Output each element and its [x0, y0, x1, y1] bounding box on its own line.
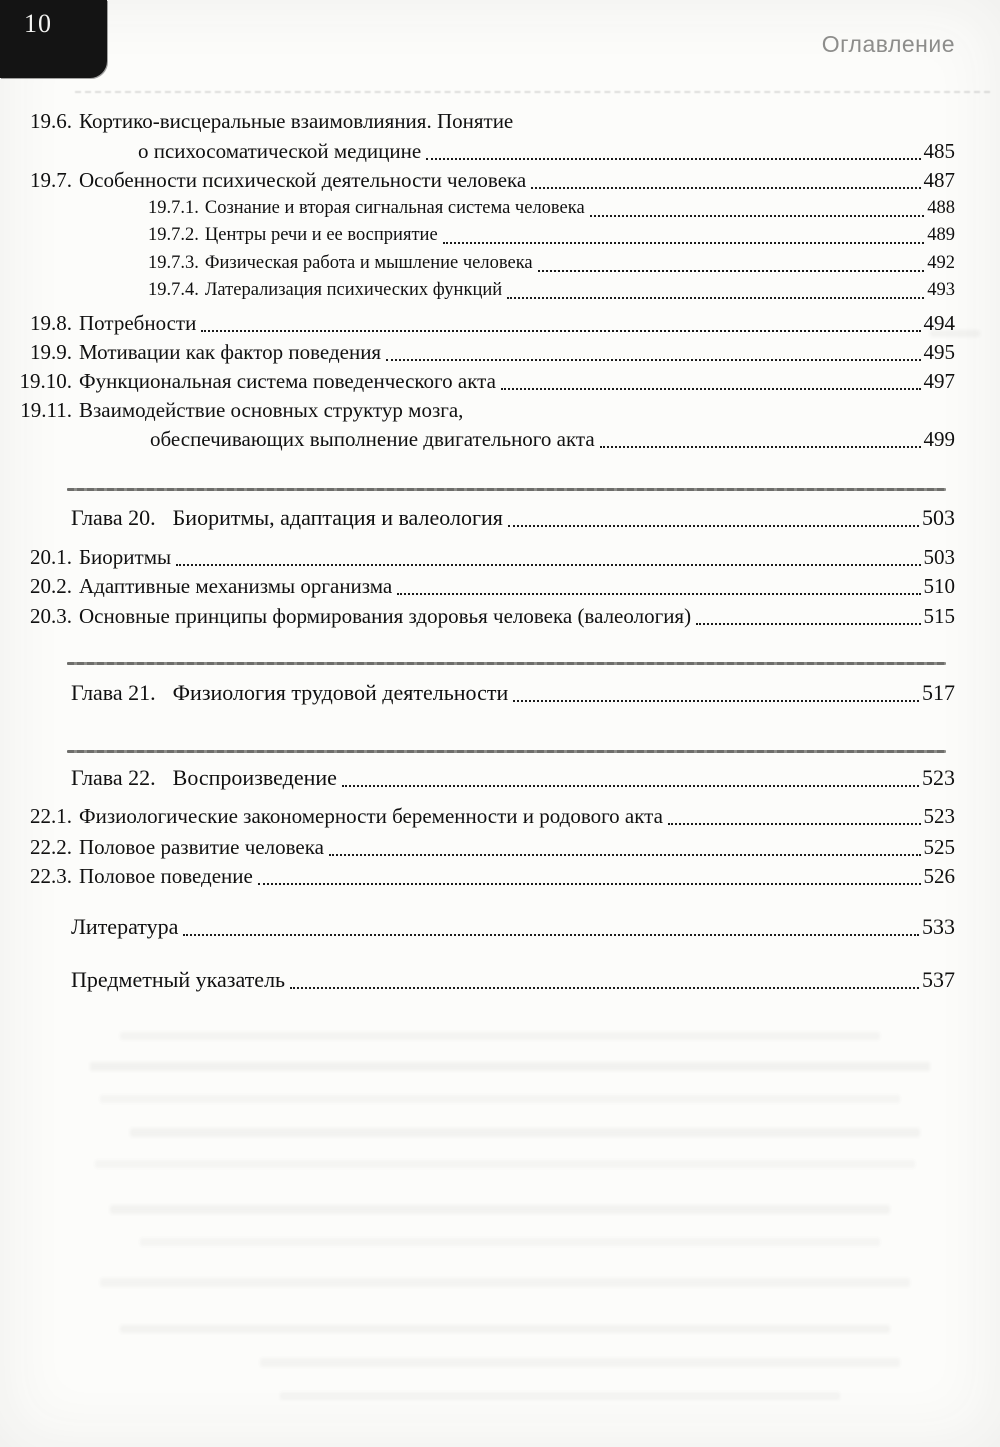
entry-number: 19.8. — [30, 311, 72, 335]
entry-page: 517 — [922, 680, 955, 705]
dot-leader — [531, 187, 920, 189]
toc-entry — [0, 396, 955, 425]
entry-page: 510 — [923, 574, 955, 598]
toc-subentry — [0, 277, 955, 304]
chapter-number: Глава 21. — [71, 680, 156, 705]
entry-page: 494 — [923, 311, 955, 335]
dot-leader — [501, 388, 921, 390]
entry-number: 19.6. — [30, 109, 72, 133]
dot-leader — [397, 593, 920, 595]
entry-number: 20.3. — [30, 604, 72, 628]
entry-page: 515 — [923, 604, 955, 628]
entry-page: 525 — [923, 835, 955, 859]
entry-title: Биоритмы — [79, 545, 172, 569]
bleed-through-artifact — [120, 1325, 890, 1333]
toc-entry — [0, 572, 955, 601]
entry-title: о психосоматической медицине — [138, 139, 422, 163]
entry-title: Сознание и вторая сигнальная система человека — [204, 198, 585, 218]
entry-title: Центры речи и ее восприятие — [204, 225, 438, 245]
header-underline — [75, 91, 990, 93]
entry-title: Основные принципы формирования здоровья человека (валеология) — [79, 604, 692, 628]
dot-leader — [183, 934, 919, 936]
dot-leader — [201, 330, 920, 332]
entry-title: Кортико-висцеральные взаимовлияния. Понятие — [79, 109, 514, 133]
entry-page: 492 — [927, 253, 955, 273]
entry-page: 503 — [922, 505, 955, 530]
entry-title: Взаимодействие основных структур мозга, — [79, 398, 464, 422]
entry-page: 488 — [927, 198, 955, 218]
entry-number: 19.7. — [30, 168, 72, 192]
toc-entry — [0, 338, 955, 367]
chapter-number: Глава 20. — [71, 505, 156, 530]
toc-chapter — [0, 678, 955, 708]
toc-entry-subject-index — [0, 965, 955, 995]
entry-title: Функциональная система поведенческого акта — [79, 369, 496, 393]
toc-subentry — [0, 250, 955, 277]
entry-title: Предметный указатель — [71, 967, 286, 992]
entry-title: Особенности психической деятельности человека — [79, 168, 527, 192]
entry-number: 20.1. — [30, 545, 72, 569]
dot-leader — [600, 446, 921, 448]
dot-leader — [513, 700, 919, 702]
toc-entry-literature — [0, 912, 955, 942]
dot-leader — [507, 297, 924, 299]
entry-number: 19.7.3. — [148, 253, 199, 273]
entry-page: 533 — [922, 914, 955, 939]
bleed-through-artifact — [260, 1358, 900, 1367]
bleed-through-artifact — [130, 1128, 920, 1137]
entry-title: обеспечивающих выполнение двигательного акта — [150, 427, 595, 451]
entry-number: 19.7.4. — [148, 280, 199, 300]
dot-leader — [590, 215, 925, 217]
entry-title: Литература — [71, 914, 179, 939]
page-number-tab — [0, 0, 107, 78]
dot-leader — [176, 564, 920, 566]
toc-subentry — [0, 222, 955, 249]
toc-entry — [0, 802, 955, 831]
toc-subentry — [0, 195, 955, 222]
entry-page: 503 — [923, 545, 955, 569]
section-divider — [67, 662, 946, 665]
entry-title: Половое развитие человека — [79, 835, 324, 859]
entry-number: 22.3. — [30, 864, 72, 888]
toc-entry — [0, 166, 955, 195]
bleed-through-artifact — [120, 1032, 880, 1040]
dot-leader — [258, 883, 921, 885]
section-divider — [67, 750, 946, 753]
toc-entry — [0, 833, 955, 862]
entry-number: 19.10. — [19, 369, 72, 393]
bleed-through-artifact — [280, 1392, 840, 1400]
entry-number: 19.9. — [30, 340, 72, 364]
entry-number: 19.7.2. — [148, 225, 199, 245]
entry-number: 19.7.1. — [148, 198, 199, 218]
dot-leader — [386, 359, 920, 361]
toc-chapter — [0, 763, 955, 793]
chapter-title: Биоритмы, адаптация и валеология — [172, 505, 503, 530]
chapter-title: Воспроизведение — [172, 765, 337, 790]
entry-number: 19.11. — [20, 398, 72, 422]
toc-entry — [0, 602, 955, 631]
entry-number: 20.2. — [30, 574, 72, 598]
dot-leader — [342, 785, 919, 787]
dot-leader — [668, 823, 921, 825]
entry-title: Физиологические закономерности беременности и родового акта — [79, 804, 663, 828]
entry-title: Адаптивные механизмы организма — [79, 574, 393, 598]
toc-entry — [0, 107, 955, 136]
dot-leader — [538, 270, 925, 272]
toc-entry — [0, 367, 955, 396]
entry-number: 22.1. — [30, 804, 72, 828]
entry-number: 22.2. — [30, 835, 72, 859]
toc-entry-continuation — [0, 425, 955, 454]
bleed-through-artifact — [140, 1238, 880, 1246]
dot-leader — [290, 987, 919, 989]
entry-page: 487 — [923, 168, 955, 192]
section-divider — [67, 488, 946, 491]
toc-chapter — [0, 503, 955, 533]
entry-page: 499 — [923, 427, 955, 451]
page-number: 10 — [24, 9, 52, 38]
entry-page: 526 — [923, 864, 955, 888]
entry-title: Мотивации как фактор поведения — [79, 340, 382, 364]
table-of-contents — [0, 107, 955, 995]
entry-title: Половое поведение — [79, 864, 253, 888]
toc-entry-continuation — [0, 137, 955, 166]
entry-page: 523 — [922, 765, 955, 790]
running-header: Оглавление — [821, 31, 955, 57]
entry-page: 537 — [922, 967, 955, 992]
bleed-through-artifact — [90, 1062, 930, 1071]
toc-entry — [0, 309, 955, 338]
entry-page: 485 — [923, 139, 955, 163]
entry-title: Латерализация психических функций — [204, 280, 503, 300]
chapter-title: Физиология трудовой деятельности — [172, 680, 509, 705]
entry-page: 523 — [923, 804, 955, 828]
entry-page: 493 — [927, 280, 955, 300]
dot-leader — [696, 623, 920, 625]
entry-title: Потребности — [79, 311, 197, 335]
chapter-number: Глава 22. — [71, 765, 156, 790]
toc-entry — [0, 543, 955, 572]
toc-entry — [0, 862, 955, 891]
entry-page: 495 — [923, 340, 955, 364]
dot-leader — [443, 242, 925, 244]
entry-page: 489 — [927, 225, 955, 245]
entry-title: Физическая работа и мышление человека — [204, 253, 533, 273]
bleed-through-artifact — [110, 1205, 890, 1214]
dot-leader — [329, 854, 921, 856]
dot-leader — [426, 158, 920, 160]
bleed-through-artifact — [100, 1278, 910, 1287]
bleed-through-artifact — [95, 1160, 915, 1168]
entry-page: 497 — [923, 369, 955, 393]
bleed-through-artifact — [100, 1095, 900, 1103]
dot-leader — [508, 525, 919, 527]
